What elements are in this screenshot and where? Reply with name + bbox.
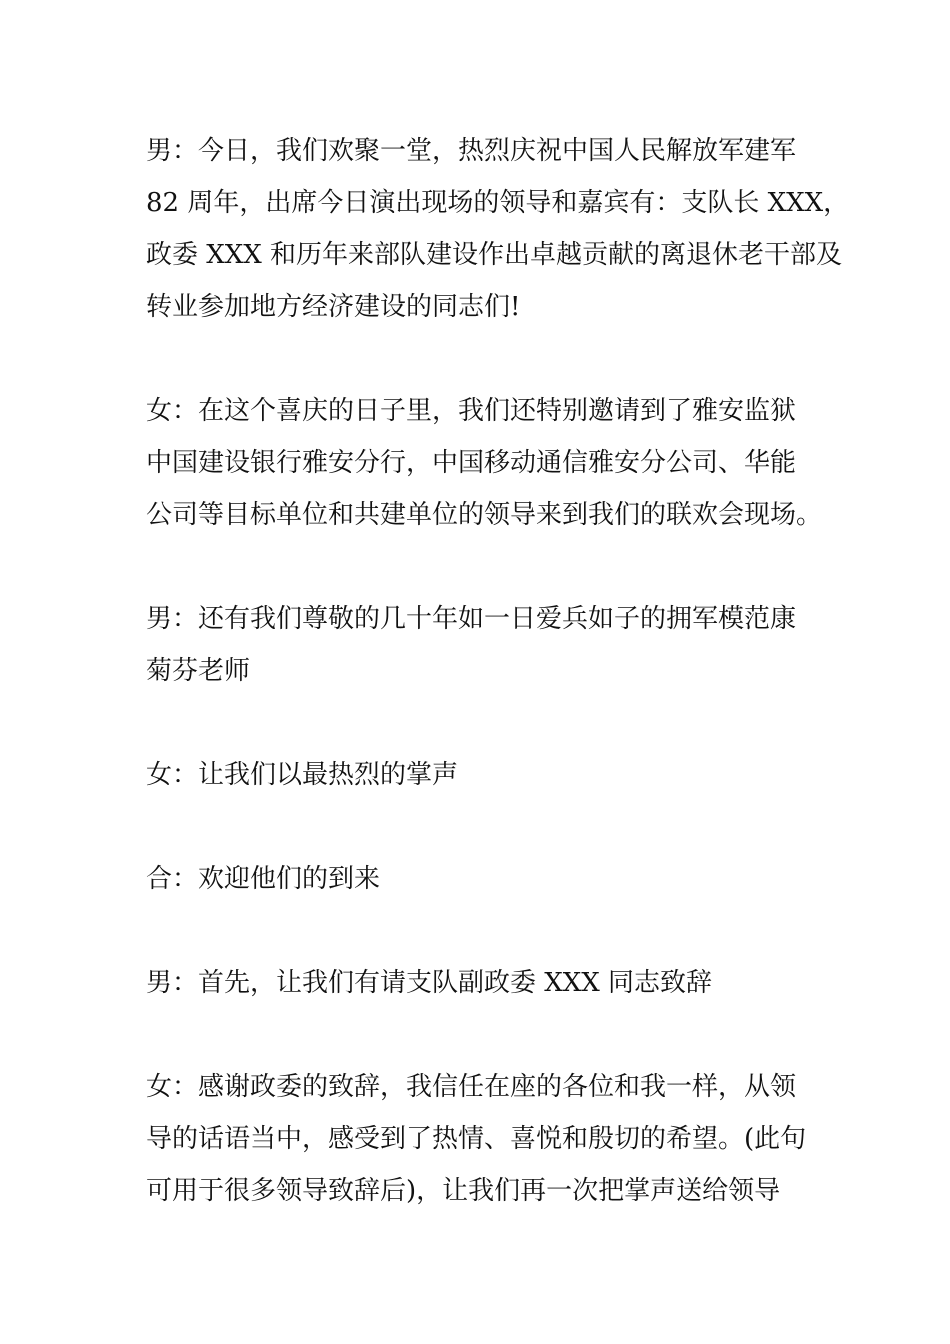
text-line: 可用于很多领导致辞后)，让我们再一次把掌声送给领导 <box>146 1176 781 1206</box>
text-line: 男：还有我们尊敬的几十年如一日爱兵如子的拥军模范康 <box>146 604 797 634</box>
text-line: 女：感谢政委的致辞，我信任在座的各位和我一样，从领 <box>146 1072 797 1102</box>
paragraph-together-welcome <box>146 853 811 905</box>
paragraph-female-invitation <box>146 385 823 541</box>
paragraph-female-applause <box>146 749 811 801</box>
paragraph-male-opening <box>146 125 850 333</box>
text-line: 转业参加地方经济建设的同志们! <box>146 292 521 322</box>
paragraph-female-thanks <box>146 1061 811 1217</box>
document-body <box>146 125 850 1269</box>
text-line: 导的话语当中，感受到了热情、喜悦和殷切的希望。(此句 <box>146 1124 807 1154</box>
text-line: 菊芬老师 <box>146 656 251 686</box>
text-line: 男：首先，让我们有请支队副政委 XXX 同志致辞 <box>146 968 713 998</box>
text-line: 公司等目标单位和共建单位的领导来到我们的联欢会现场。 <box>146 500 823 530</box>
paragraph-male-honor <box>146 593 811 697</box>
text-line: 女：在这个喜庆的日子里，我们还特别邀请到了雅安监狱 <box>146 396 797 426</box>
text-line: 女：让我们以最热烈的掌声 <box>146 760 459 790</box>
paragraph-male-speech-invite <box>146 957 811 1009</box>
text-line: 中国建设银行雅安分行，中国移动通信雅安分公司、华能 <box>146 448 797 478</box>
text-line: 合：欢迎他们的到来 <box>146 864 381 894</box>
text-line: 82 周年，出席今日演出现场的领导和嘉宾有：支队长 XXX， <box>146 188 850 218</box>
text-line: 政委 XXX 和历年来部队建设作出卓越贡献的离退休老干部及 <box>146 240 843 270</box>
text-line: 男：今日，我们欢聚一堂，热烈庆祝中国人民解放军建军 <box>146 136 797 166</box>
